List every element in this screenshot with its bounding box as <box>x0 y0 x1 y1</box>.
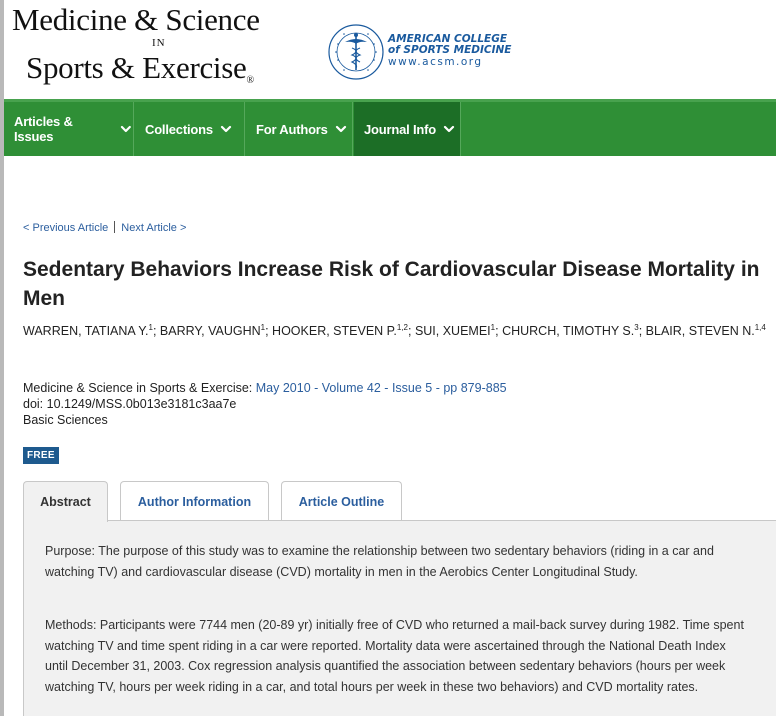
acsm-logo-text[interactable] <box>388 34 511 69</box>
previous-article-link[interactable]: < Previous Article <box>23 222 109 234</box>
site-header <box>4 0 776 99</box>
nav-collections[interactable] <box>135 102 245 156</box>
logo-line-1: Medicine & Science <box>12 2 260 37</box>
author-affiliation: 3 <box>634 323 639 332</box>
pager-divider <box>114 221 115 233</box>
article-section: Basic Sciences <box>23 413 108 427</box>
nav-label: Journal Info <box>364 121 436 137</box>
nav-journal-info[interactable] <box>354 102 461 156</box>
author-name[interactable]: WARREN, TATIANA Y. <box>23 324 149 338</box>
journal-name: Medicine & Science in Sports & Exercise: <box>23 381 253 395</box>
author-affiliation: 1,4 <box>754 323 766 332</box>
abstract-methods: Methods: Participants were 7744 men (20-89 yr) initially free of CVD who returned a mail-back survey during 1982. Time spent watching TV and time spent riding in a car were reported. Mortality data were ascertained through the National Death Index until December 31, 2003. Cox regression analysis quantified the association between sedentary behaviors (hours per week watching TV, hours per week riding in a car, and total hours per week in these two behaviors) and CVD mortality rates. <box>45 618 744 694</box>
nav-label: Collections <box>145 121 213 137</box>
chevron-down-icon <box>219 122 233 136</box>
caduceus-seal-icon[interactable] <box>326 22 386 82</box>
abstract-panel <box>23 520 776 716</box>
next-article-link[interactable]: Next Article > <box>121 222 187 234</box>
logo-in: IN <box>152 37 166 49</box>
tab-author-information[interactable]: Author Information <box>120 481 269 521</box>
nav-articles-issues[interactable] <box>4 102 134 156</box>
tab-article-outline[interactable]: Article Outline <box>281 481 402 521</box>
chevron-down-icon <box>334 122 348 136</box>
abstract-purpose: Purpose: The purpose of this study was to examine the relationship between two sedentary behaviors (riding in a car and watching TV) and cardiovascular disease (CVD) mortality in men in the Aerobics Center Longitudinal Study. <box>45 544 714 579</box>
free-access-badge: FREE <box>23 447 59 464</box>
author-list: WARREN, TATIANA Y.$^1$; BARRY, VAUGHN$^1$; HOOKER, STEVEN P.$^{1,2}$; SUI, XUEMEI$^1$; CHURCH, TIMOTHY S.$^3$; BLAIR, STEVEN N.$^{1,4}$ <box>23 323 766 338</box>
article-pager <box>23 221 186 234</box>
author-name[interactable]: HOOKER, STEVEN P. <box>272 324 397 338</box>
nav-label: For Authors <box>256 121 328 137</box>
issue-link[interactable]: May 2010 - Volume 42 - Issue 5 - pp 879-885 <box>255 381 507 395</box>
nav-label: Articles & Issues <box>14 114 73 144</box>
nav-for-authors[interactable] <box>246 102 353 156</box>
author-affiliation: 1 <box>490 323 496 332</box>
author-name[interactable]: BARRY, VAUGHN <box>159 324 261 338</box>
author-name[interactable]: CHURCH, TIMOTHY S. <box>502 324 635 338</box>
acsm-line-1: AMERICAN COLLEGE <box>388 33 507 45</box>
tab-abstract[interactable]: Abstract <box>23 481 108 522</box>
acsm-line-2: of SPORTS MEDICINE <box>388 44 512 56</box>
author-name[interactable]: SUI, XUEMEI <box>414 324 491 338</box>
author-affiliation: 1,2 <box>396 323 408 332</box>
doi: doi: 10.1249/MSS.0b013e3181c3aa7e <box>23 397 237 411</box>
logo-line-2 <box>26 50 254 86</box>
journal-line <box>23 380 507 396</box>
author-affiliation: 1 <box>148 323 153 332</box>
main-nav <box>4 99 776 156</box>
acsm-url[interactable]: www.acsm.org <box>388 56 483 68</box>
author-affiliation: 1 <box>260 323 266 332</box>
article-title: Sedentary Behaviors Increase Risk of Cardiovascular Disease Mortality in Men <box>23 258 760 310</box>
registered-mark: ® <box>246 75 254 86</box>
logo-line-2-text: Sports & Exercise <box>26 50 247 85</box>
chevron-down-icon <box>119 122 133 136</box>
citation-block <box>23 380 507 428</box>
chevron-down-icon <box>442 122 456 136</box>
author-name[interactable]: BLAIR, STEVEN N. <box>645 324 755 338</box>
